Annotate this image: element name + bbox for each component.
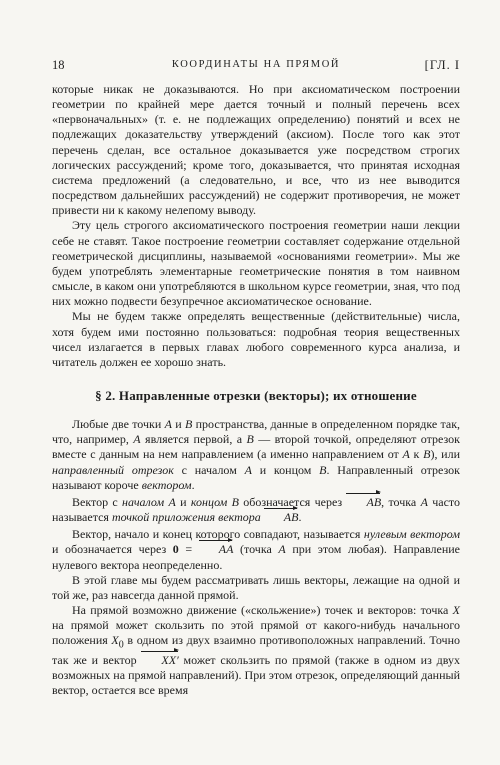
section-heading: § 2. Направленные отрезки (векторы); их отношение [95,387,417,403]
paragraph-3: Мы не будем также определять вещественные (действительные) числа, хотя будем ими постоянно пользоваться: подробная теория вещественных чисел излагается в первых главах любого современного курса анализа, и читатель должен ее хорошо знать. [52,309,460,369]
term-point-of-application: точкой приложения вектора [111,510,261,525]
page-body [52,82,460,698]
paragraph-1: которые никак не доказываются. Но при аксиоматическом построении геометрии по крайней мере дается точный и полный перечень всех «первоначальных» (т. е. не подлежащих определению) понятий и всех не подлежащих доказательству утверждений (аксиом). После того как этот перечень сделан, все остальное доказывается уже посредством строгих логических рассуждений; кроме того, доказывается, что принятая исходная система предложений (а следовательно, и все, что из нее выводится посредством дальнейших рассуждений) не содержит противоречия, не может привести ни к какому нелепому выводу. [52,82,460,218]
paragraph-5: Вектор с началом A и концом B обозначается через AB, точка A часто называется точкой приложения вектора AB. [52,494,460,525]
term-vector: вектором [141,477,192,492]
paragraph-4: Любые две точки A и B пространства, данные в определенном порядке так, что, например, A является первой, а B — второй точкой, определяют отрезок вместе с данным на нем направлением (а именно направлением от A к B), или направленный отрезок с началом A и концом B. Направленный отрезок называют короче вектором. [52,417,461,492]
paragraph-6: Вектор, начало и конец которого совпадают, называется нулевым вектором и обозначается через 0 = AA (точка A при этом любая). Направление нулевого вектора неопределенно. [52,527,461,572]
vector-xx-symbol: XX′ [141,653,178,668]
vector-aa-symbol: AA [199,542,234,557]
page-header [52,58,460,74]
chapter-label: [ГЛ. I [424,58,460,72]
running-title: КООРДИНАТЫ НА ПРЯМОЙ [171,59,341,70]
page-number: 18 [52,58,65,72]
paragraph-2: Эту цель строгого аксиоматического построения геометрии наши лекции себе не ставят. Такое построение геометрии составляет содержание отдельной геометрической дисциплины, называемой «основаниями геометрии». Мы же будем употреблять элементарные геометрические понятия в том наивном смысле, в каком они употребляются в школьном курсе геометрии, зная, что под них можно подвести безупречное аксиоматическое основание. [52,218,460,309]
term-zero-vector: нулевым вектором [363,527,460,542]
vector-ab-symbol: AB [264,510,299,525]
paragraph-7: В этой главе мы будем рассматривать лишь векторы, лежащие на одной и той же, раз навсегда данной прямой. [52,572,460,602]
paragraph-8: На прямой возможно движение («скольжение») точек и векторов: точка X на прямой может скользить по этой прямой от какого-нибудь начального положения $X_0$ в одном из двух взаимно противоположных направлений. Точно так же и вектор XX′ может скользить по прямой (также в одном из двух возможных на прямой направлений). При этом отрезок, определяющий данный вектор, остается все время [52,603,461,698]
term-directed-segment: направленный отрезок [52,462,174,477]
vector-ab-symbol: AB [346,495,381,510]
